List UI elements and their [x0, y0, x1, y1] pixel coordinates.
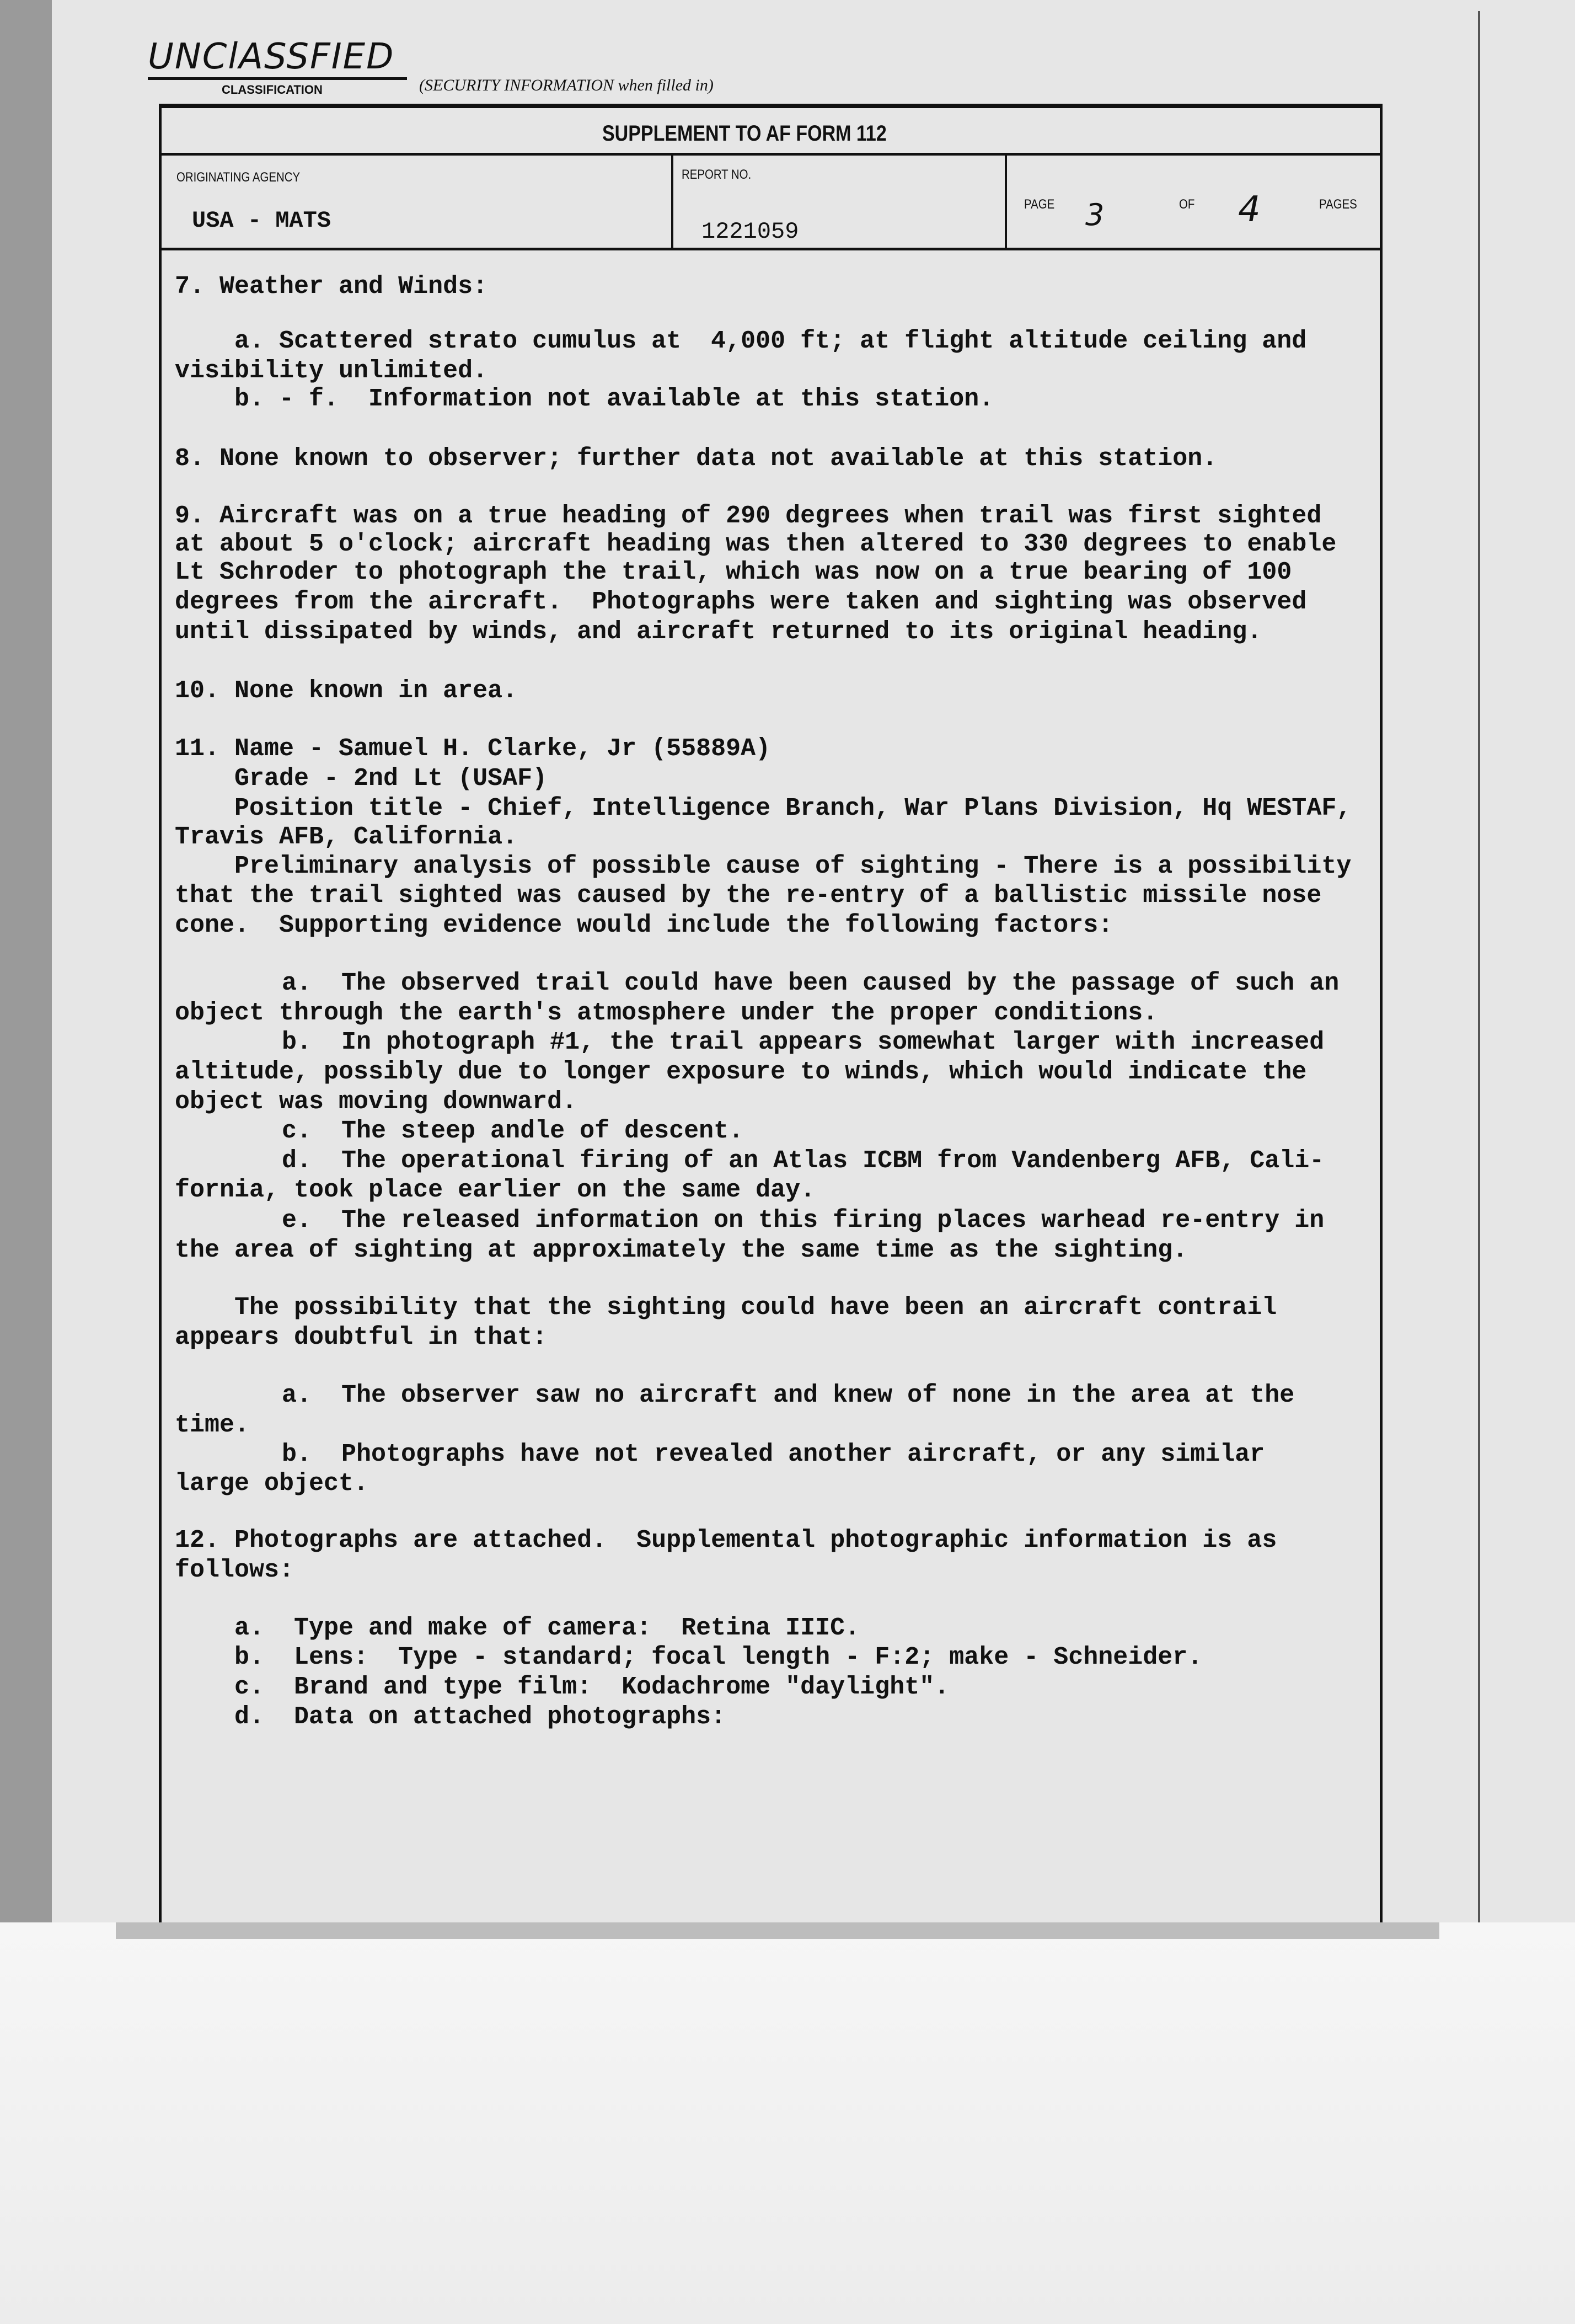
- text-line: at about 5 o'clock; aircraft heading was then altered to 330 degrees to enable: [175, 530, 1337, 558]
- text-line: a. The observer saw no aircraft and knew of none in the area at the: [282, 1381, 1295, 1409]
- divider: [671, 153, 673, 249]
- classification-handwritten: UNClASSFIED: [148, 36, 395, 77]
- text-line: b. In photograph #1, the trail appears somewhat larger with increased: [282, 1028, 1325, 1056]
- text-line: 7. Weather and Winds:: [175, 273, 488, 301]
- text-line: The possibility that the sighting could have been an aircraft contrail: [234, 1294, 1277, 1322]
- text-line: c. Brand and type film: Kodachrome "daylight".: [234, 1673, 950, 1701]
- text-line: fornia, took place earlier on the same day.: [175, 1176, 816, 1204]
- divider: [1005, 153, 1007, 249]
- report-no-value: 1221059: [701, 218, 799, 245]
- report-no-label: REPORT NO.: [682, 167, 752, 182]
- text-line: the area of sighting at approximately the same time as the sighting.: [175, 1236, 1188, 1264]
- divider: [159, 153, 1383, 156]
- text-line: c. The steep andle of descent.: [282, 1117, 744, 1145]
- classification-label: CLASSIFICATION: [222, 83, 323, 97]
- text-line: Grade - 2nd Lt (USAF): [234, 765, 548, 793]
- text-line: follows:: [175, 1556, 294, 1584]
- text-line: object through the earth's atmosphere under the proper conditions.: [175, 999, 1158, 1027]
- page-label: PAGE: [1024, 197, 1055, 212]
- text-line: Position title - Chief, Intelligence Branch, War Plans Division, Hq WESTAF,: [234, 794, 1352, 822]
- text-line: Preliminary analysis of possible cause of sighting - There is a possibility: [234, 852, 1352, 880]
- text-line: large object.: [175, 1470, 369, 1498]
- text-line: visibility unlimited.: [175, 357, 488, 385]
- text-line: a. The observed trail could have been caused by the passage of such an: [282, 969, 1340, 997]
- total-pages: 4: [1238, 189, 1261, 230]
- originating-agency-label: ORIGINATING AGENCY: [176, 170, 301, 185]
- text-line: b. - f. Information not available at this station.: [234, 385, 994, 413]
- text-line: degrees from the aircraft. Photographs were taken and sighting was observed: [175, 588, 1307, 616]
- pages-label: PAGES: [1319, 197, 1357, 212]
- text-line: e. The released information on this firing places warhead re-entry in: [282, 1206, 1325, 1235]
- form-title: SUPPLEMENT TO AF FORM 112: [602, 121, 887, 146]
- text-line: 9. Aircraft was on a true heading of 290 degrees when trail was first sighted: [175, 502, 1322, 530]
- page-shadow: [116, 1922, 1439, 1939]
- text-line: appears doubtful in that:: [175, 1323, 548, 1351]
- security-note: (SECURITY INFORMATION when filled in): [419, 76, 714, 94]
- text-line: 12. Photographs are attached. Supplemental photographic information is as: [175, 1526, 1277, 1554]
- text-line: a. Type and make of camera: Retina IIIC.: [234, 1614, 860, 1642]
- text-line: d. Data on attached photographs:: [234, 1703, 726, 1731]
- text-line: b. Lens: Type - standard; focal length - F:2; make - Schneider.: [234, 1643, 1203, 1671]
- text-line: 10. None known in area.: [175, 677, 518, 705]
- text-line: b. Photographs have not revealed another aircraft, or any similar: [282, 1440, 1265, 1468]
- text-line: 8. None known to observer; further data not available at this station.: [175, 445, 1218, 473]
- classification-underline: [148, 77, 407, 80]
- divider: [159, 248, 1383, 250]
- text-line: d. The operational firing of an Atlas ICBM from Vandenberg AFB, Cali-: [282, 1147, 1325, 1175]
- page-number: 3: [1085, 197, 1105, 232]
- scan-background: [0, 1922, 1575, 2324]
- originating-agency-value: USA - MATS: [192, 207, 331, 234]
- text-line: a. Scattered strato cumulus at 4,000 ft; at flight altitude ceiling and: [234, 327, 1307, 355]
- text-line: that the trail sighted was caused by the re-entry of a ballistic missile nose: [175, 881, 1322, 910]
- text-line: altitude, possibly due to longer exposure to winds, which would indicate the: [175, 1058, 1307, 1086]
- text-line: Travis AFB, California.: [175, 823, 518, 851]
- text-line: until dissipated by winds, and aircraft returned to its original heading.: [175, 618, 1262, 646]
- text-line: time.: [175, 1411, 250, 1439]
- page-edge: [1478, 11, 1480, 1922]
- text-line: Lt Schroder to photograph the trail, which was now on a true bearing of 100: [175, 558, 1292, 586]
- text-line: 11. Name - Samuel H. Clarke, Jr (55889A): [175, 735, 771, 763]
- of-label: OF: [1179, 197, 1195, 212]
- scan-left-margin: [0, 0, 52, 1922]
- text-line: object was moving downward.: [175, 1088, 577, 1116]
- text-line: cone. Supporting evidence would include the following factors:: [175, 911, 1113, 939]
